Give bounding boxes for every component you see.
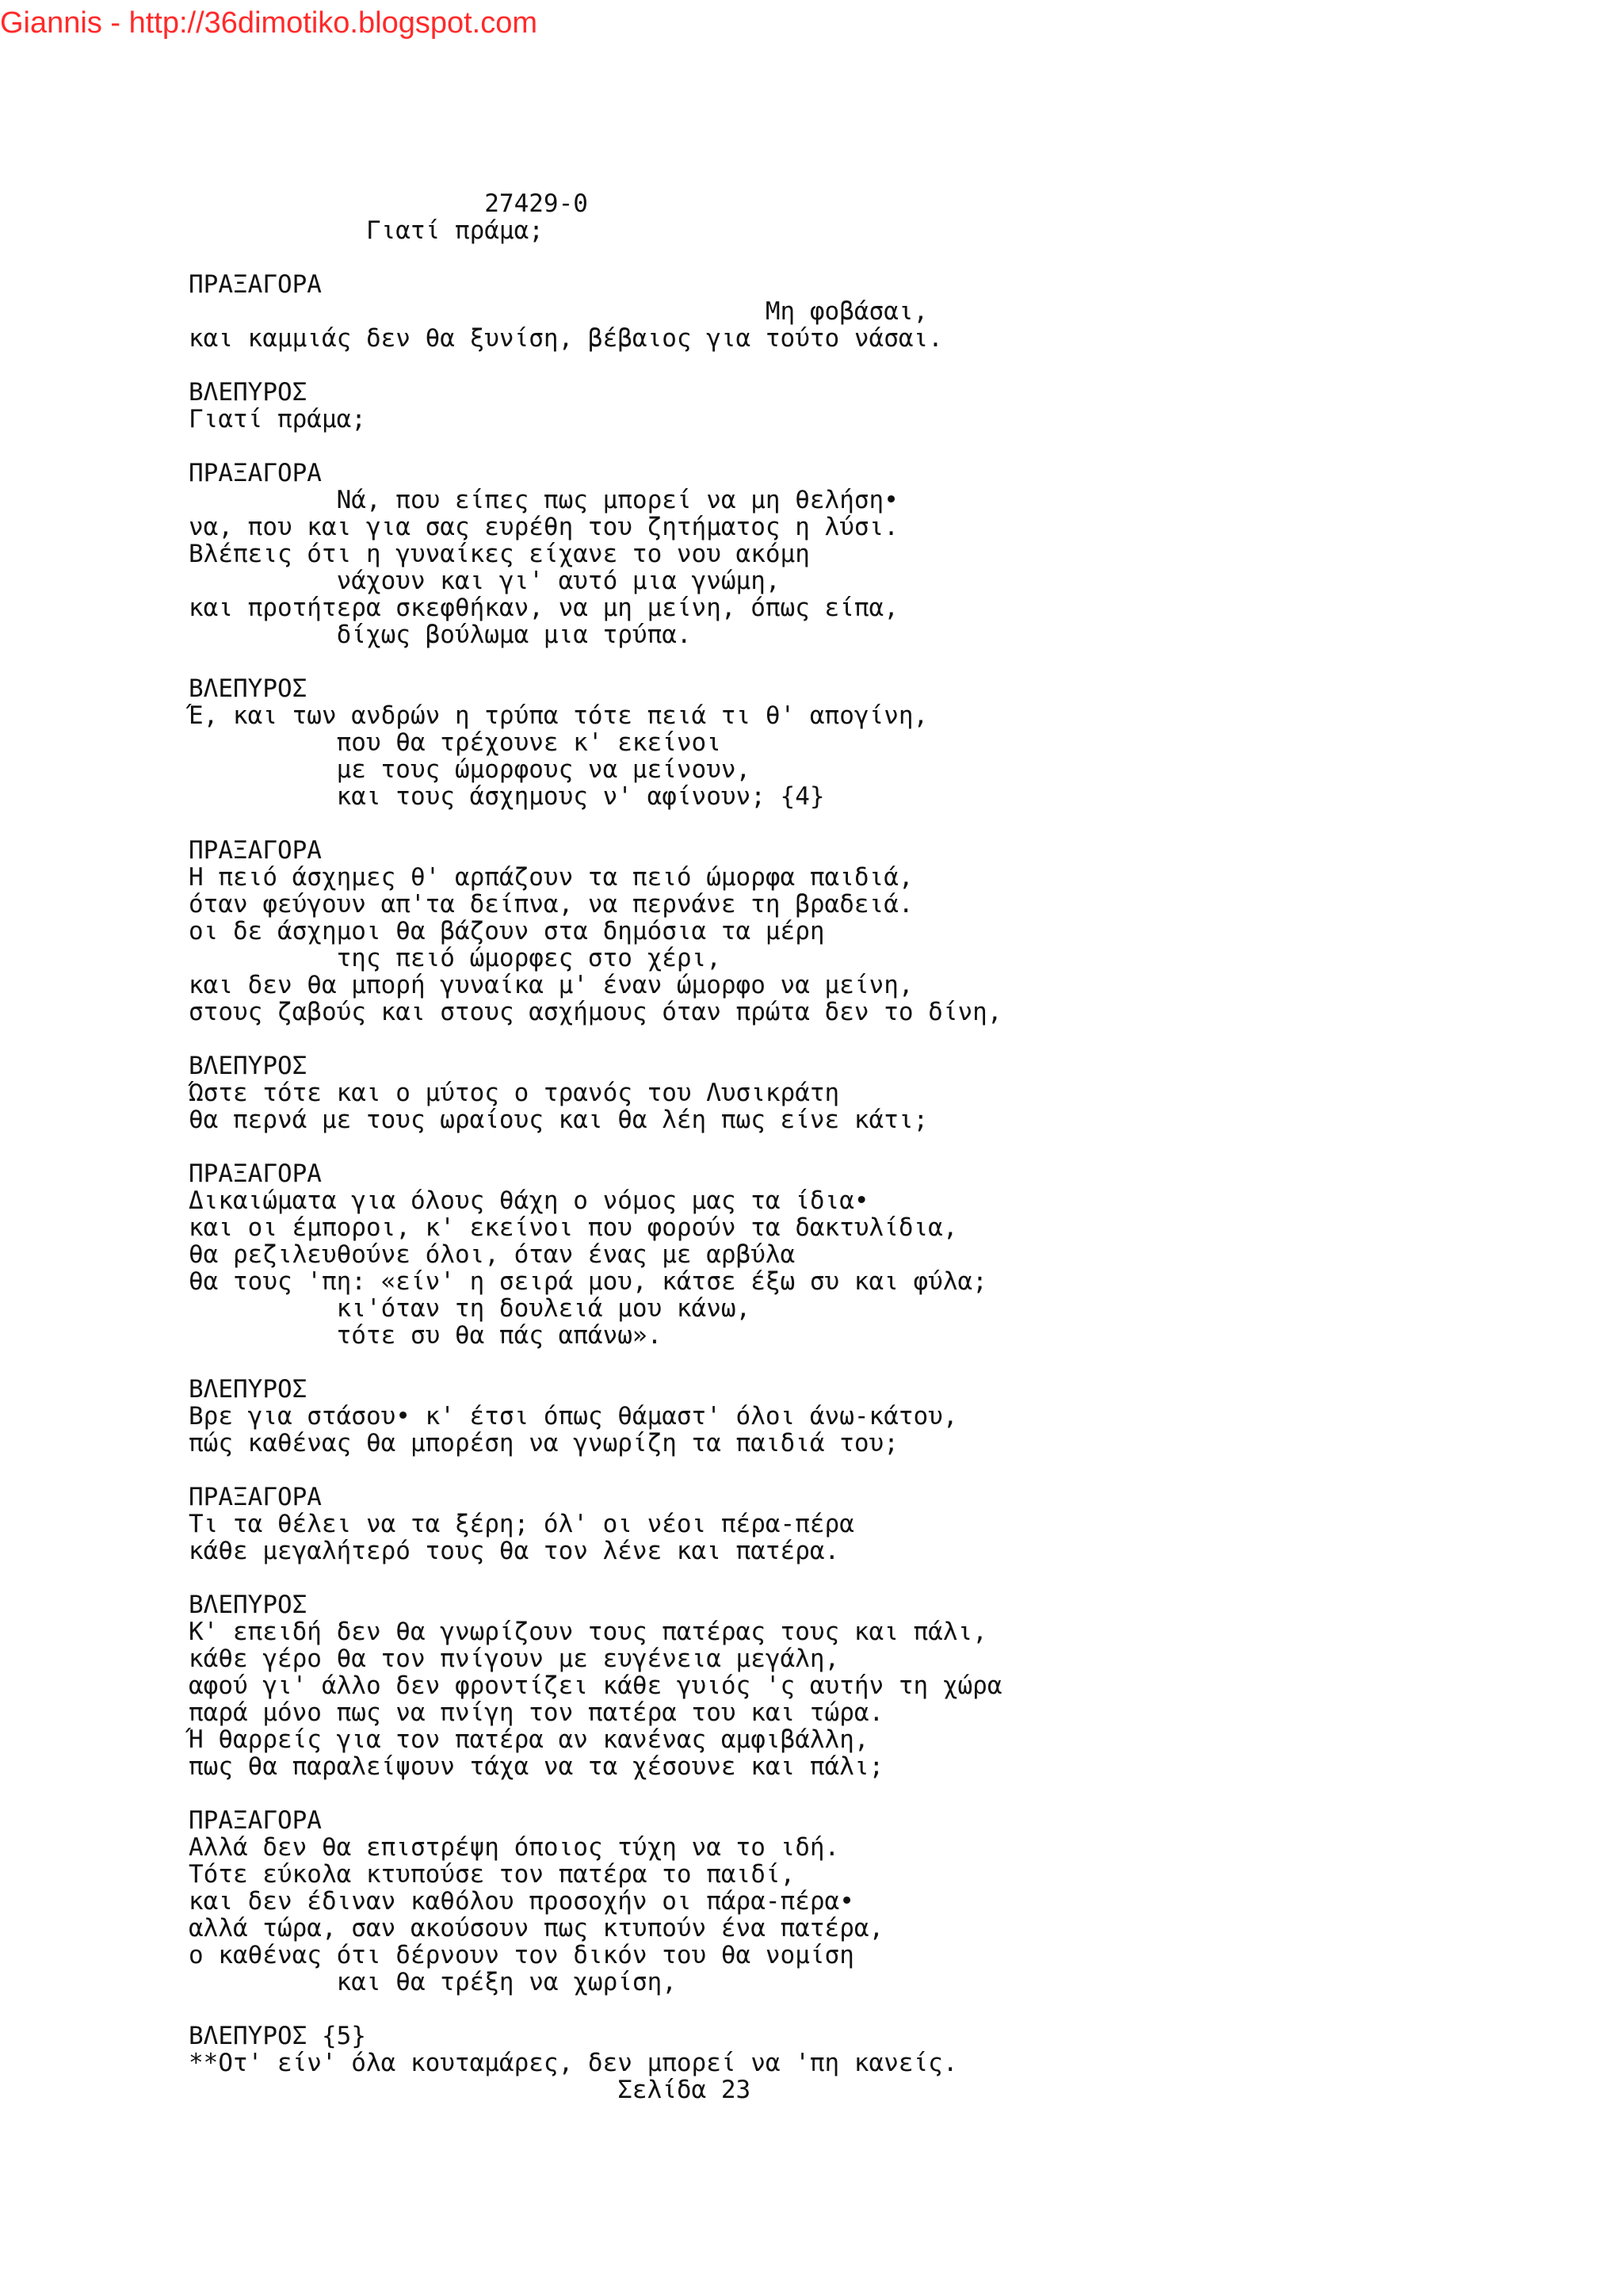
text-line: και δεν θα μπορή γυναίκα μ' έναν ώμορφο να μείνη, xyxy=(189,971,914,999)
text-line: αφού γι' άλλο δεν φροντίζει κάθε γυιός 'ς αυτήν τη χώρα xyxy=(189,1671,1002,1700)
blank-line xyxy=(189,1780,1002,1807)
text-line: που θα τρέχουνε κ' εκείνοι xyxy=(189,728,721,757)
text-line: ΒΛΕΠΥΡΟΣ xyxy=(189,1375,307,1404)
text-line: Βλέπεις ότι η γυναίκες είχανε το νου ακόμη xyxy=(189,540,810,568)
text-line: Σελίδα 23 xyxy=(189,2076,751,2104)
watermark-text: Giannis - http://36dimotiko.blogspot.com xyxy=(0,6,538,40)
blank-line xyxy=(189,1133,1002,1160)
text-line: Γιατί πράμα; xyxy=(189,216,544,245)
text-line: ΠΡΑΞΑΓΟΡΑ xyxy=(189,459,322,487)
text-line: και οι έμποροι, κ' εκείνοι που φορούν τα δακτυλίδια, xyxy=(189,1213,958,1242)
text-line: Δικαιώματα για όλους θάχη ο νόμος μας τα ίδια• xyxy=(189,1186,869,1215)
blank-line xyxy=(189,1026,1002,1052)
text-line: και τους άσχημους ν' αφίνουν; {4} xyxy=(189,782,825,811)
text-line: ΒΛΕΠΥΡΟΣ {5} xyxy=(189,2022,366,2050)
text-line: Γιατί πράμα; xyxy=(189,405,366,434)
blank-line xyxy=(189,1457,1002,1484)
text-line: **Οτ' είν' όλα κουταμάρες, δεν μπορεί να 'πη κανείς. xyxy=(189,2049,958,2077)
text-line: κάθε μεγαλήτερό τους θα τον λένε και πατέρα. xyxy=(189,1537,840,1565)
text-line: Η πειό άσχημες θ' αρπάζουν τα πειό ώμορφα παιδιά, xyxy=(189,863,914,892)
text-line: ΠΡΑΞΑΓΟΡΑ xyxy=(189,1159,322,1188)
text-line: και δεν έδιναν καθόλου προσοχήν οι πάρα-πέρα• xyxy=(189,1887,854,1916)
blank-line xyxy=(189,433,1002,460)
text-line: και καμμιάς δεν θα ξυνίση, βέβαιος για τούτο νάσαι. xyxy=(189,324,943,353)
text-line: τότε συ θα πάς απάνω». xyxy=(189,1321,663,1350)
text-line: οι δε άσχημοι θα βάζουν στα δημόσια τα μέρη xyxy=(189,917,825,946)
text-line: Αλλά δεν θα επιστρέψη όποιος τύχη να το ιδή. xyxy=(189,1833,840,1862)
text-line: στους ζαβούς και στους ασχήμους όταν πρώτα δεν το δίνη, xyxy=(189,998,1002,1026)
text-line: Τότε εύκολα κτυπούσε τον πατέρα το παιδί, xyxy=(189,1860,796,1889)
text-line: όταν φεύγουν απ'τα δείπνα, να περνάνε τη βραδειά. xyxy=(189,890,914,919)
blank-line xyxy=(189,1996,1002,2023)
text-line: και προτήτερα σκεφθήκαν, να μη μείνη, όπως είπα, xyxy=(189,594,899,622)
text-line: κάθε γέρο θα τον πνίγουν με ευγένεια μεγάλη, xyxy=(189,1645,840,1673)
text-line: Βρε για στάσου• κ' έτσι όπως θάμαστ' όλοι άνω-κάτου, xyxy=(189,1402,958,1431)
text-line: ΠΡΑΞΑΓΟΡΑ xyxy=(189,270,322,299)
text-line: με τους ώμορφους να μείνουν, xyxy=(189,755,751,784)
text-line: και θα τρέξη να χωρίση, xyxy=(189,1968,677,1996)
blank-line xyxy=(189,244,1002,271)
text-line: Μη φοβάσαι, xyxy=(189,297,929,326)
text-line: κι'όταν τη δουλειά μου κάνω, xyxy=(189,1294,751,1323)
text-line: θα τους 'πη: «είν' η σειρά μου, κάτσε έξω συ και φύλα; xyxy=(189,1267,987,1296)
text-line: Τι τα θέλει να τα ξέρη; όλ' οι νέοι πέρα-πέρα xyxy=(189,1510,854,1538)
blank-line xyxy=(189,352,1002,379)
text-line: ΠΡΑΞΑΓΟΡΑ xyxy=(189,1806,322,1835)
blank-line xyxy=(189,1349,1002,1376)
text-line: νάχουν και γι' αυτό μια γνώμη, xyxy=(189,567,781,595)
blank-line xyxy=(189,1564,1002,1591)
blank-line xyxy=(189,648,1002,675)
text-line: της πειό ώμορφες στο χέρι, xyxy=(189,944,721,972)
text-line: Ή θαρρείς για τον πατέρα αν κανένας αμφιβάλλη, xyxy=(189,1725,869,1754)
text-line: Κ' επειδή δεν θα γνωρίζουν τους πατέρας τους και πάλι, xyxy=(189,1618,987,1646)
text-line: αλλά τώρα, σαν ακούσουν πως κτυπούν ένα πατέρα, xyxy=(189,1914,884,1943)
text-line: Έ, και των ανδρών η τρύπα τότε πειά τι θ' απογίνη, xyxy=(189,701,929,730)
text-line: πως θα παραλείψουν τάχα να τα χέσουνε και πάλι; xyxy=(189,1752,884,1781)
text-line: Ώστε τότε και ο μύτος ο τρανός του Λυσικράτη xyxy=(189,1079,840,1107)
text-line: ΒΛΕΠΥΡΟΣ xyxy=(189,1591,307,1619)
document-body xyxy=(189,190,1002,2103)
text-line: ΒΛΕΠΥΡΟΣ xyxy=(189,1052,307,1080)
text-line: ΠΡΑΞΑΓΟΡΑ xyxy=(189,1483,322,1511)
text-line: να, που και για σας ευρέθη του ζητήματος η λύσι. xyxy=(189,513,899,541)
text-line: παρά μόνο πως να πνίγη τον πατέρα του και τώρα. xyxy=(189,1698,884,1727)
text-line: ΠΡΑΞΑΓΟΡΑ xyxy=(189,836,322,865)
text-line: θα ρεζιλευθούνε όλοι, όταν ένας με αρβύλα xyxy=(189,1240,796,1269)
blank-line xyxy=(189,810,1002,837)
text-line: ο καθένας ότι δέρνουν τον δικόν του θα νομίση xyxy=(189,1941,854,1969)
text-line: πώς καθένας θα μπορέση να γνωρίζη τα παιδιά του; xyxy=(189,1429,899,1457)
text-line: 27429-0 xyxy=(189,189,588,218)
text-line: δίχως βούλωμα μια τρύπα. xyxy=(189,621,692,649)
text-line: Νά, που είπες πως μπορεί να μη θελήση• xyxy=(189,486,899,514)
text-line: ΒΛΕΠΥΡΟΣ xyxy=(189,378,307,407)
text-line: ΒΛΕΠΥΡΟΣ xyxy=(189,674,307,703)
text-line: θα περνά με τους ωραίους και θα λέη πως είνε κάτι; xyxy=(189,1106,929,1134)
